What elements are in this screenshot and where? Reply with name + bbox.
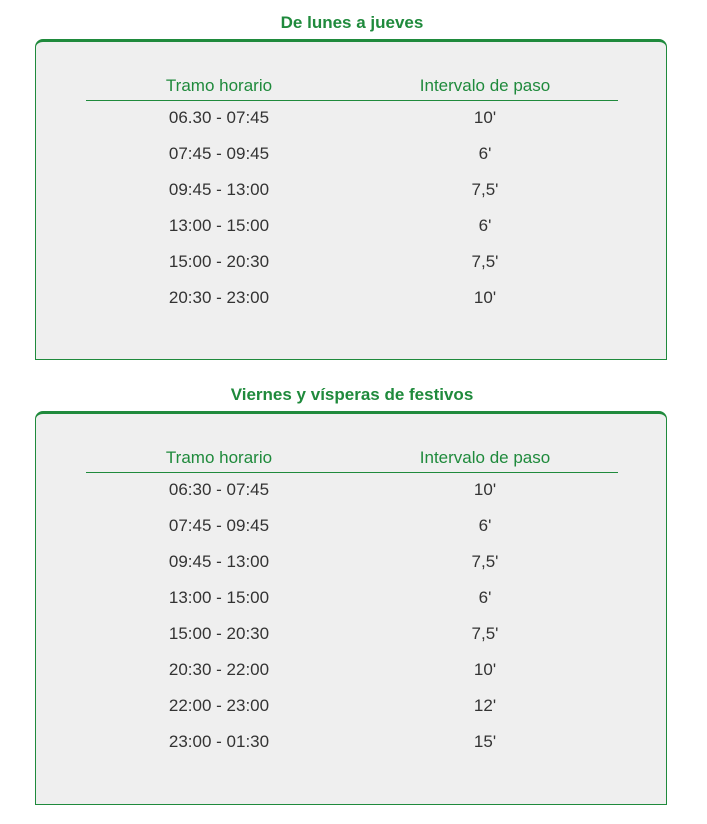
cell-intervalo: 7,5' bbox=[471, 624, 499, 643]
cell-tramo: 09:45 - 13:00 bbox=[168, 552, 270, 571]
table-row bbox=[86, 581, 618, 617]
cell-intervalo: 6' bbox=[478, 588, 492, 607]
cell-intervalo: 12' bbox=[473, 696, 497, 715]
header-tramo-horario: Tramo horario bbox=[165, 448, 273, 467]
cell-tramo: 20:30 - 22:00 bbox=[168, 660, 270, 679]
cell-intervalo: 10' bbox=[473, 660, 497, 679]
header-intervalo-de-paso: Intervalo de paso bbox=[419, 76, 551, 95]
cell-intervalo: 6' bbox=[478, 144, 492, 163]
table-row bbox=[86, 101, 618, 137]
section-title: De lunes a jueves bbox=[280, 13, 424, 32]
cell-intervalo: 6' bbox=[478, 216, 492, 235]
cell-intervalo: 7,5' bbox=[471, 252, 499, 271]
cell-tramo: 20:30 - 23:00 bbox=[168, 288, 270, 307]
cell-tramo: 23:00 - 01:30 bbox=[168, 732, 270, 751]
header-tramo-horario: Tramo horario bbox=[165, 76, 273, 95]
table-row bbox=[86, 653, 618, 689]
table-header bbox=[86, 72, 618, 101]
table-row bbox=[86, 473, 618, 509]
header-intervalo-de-paso: Intervalo de paso bbox=[419, 448, 551, 467]
cell-intervalo: 7,5' bbox=[471, 180, 499, 199]
cell-intervalo: 7,5' bbox=[471, 552, 499, 571]
section-title: Viernes y vísperas de festivos bbox=[230, 385, 474, 404]
table-row bbox=[86, 509, 618, 545]
cell-tramo: 15:00 - 20:30 bbox=[168, 624, 270, 643]
cell-tramo: 22:00 - 23:00 bbox=[168, 696, 270, 715]
table-row bbox=[86, 689, 618, 725]
cell-tramo: 13:00 - 15:00 bbox=[168, 216, 270, 235]
table-row bbox=[86, 545, 618, 581]
schedule-table bbox=[86, 72, 618, 317]
cell-tramo: 07:45 - 09:45 bbox=[168, 516, 270, 535]
cell-tramo: 09:45 - 13:00 bbox=[168, 180, 270, 199]
schedule-section-fridays bbox=[35, 384, 669, 805]
cell-tramo: 06:30 - 07:45 bbox=[168, 480, 270, 499]
cell-tramo: 13:00 - 15:00 bbox=[168, 588, 270, 607]
table-row bbox=[86, 245, 618, 281]
schedule-table bbox=[86, 444, 618, 761]
schedule-panel bbox=[35, 411, 667, 805]
table-row bbox=[86, 725, 618, 761]
schedule-panel bbox=[35, 39, 667, 360]
cell-intervalo: 10' bbox=[473, 108, 497, 127]
cell-intervalo: 10' bbox=[473, 288, 497, 307]
cell-tramo: 06.30 - 07:45 bbox=[168, 108, 270, 127]
table-row bbox=[86, 617, 618, 653]
cell-intervalo: 10' bbox=[473, 480, 497, 499]
table-row bbox=[86, 173, 618, 209]
cell-intervalo: 15' bbox=[473, 732, 497, 751]
table-row bbox=[86, 209, 618, 245]
cell-tramo: 07:45 - 09:45 bbox=[168, 144, 270, 163]
cell-intervalo: 6' bbox=[478, 516, 492, 535]
table-row bbox=[86, 137, 618, 173]
table-header bbox=[86, 444, 618, 473]
table-row bbox=[86, 281, 618, 317]
schedule-section-weekdays bbox=[35, 12, 669, 360]
cell-tramo: 15:00 - 20:30 bbox=[168, 252, 270, 271]
